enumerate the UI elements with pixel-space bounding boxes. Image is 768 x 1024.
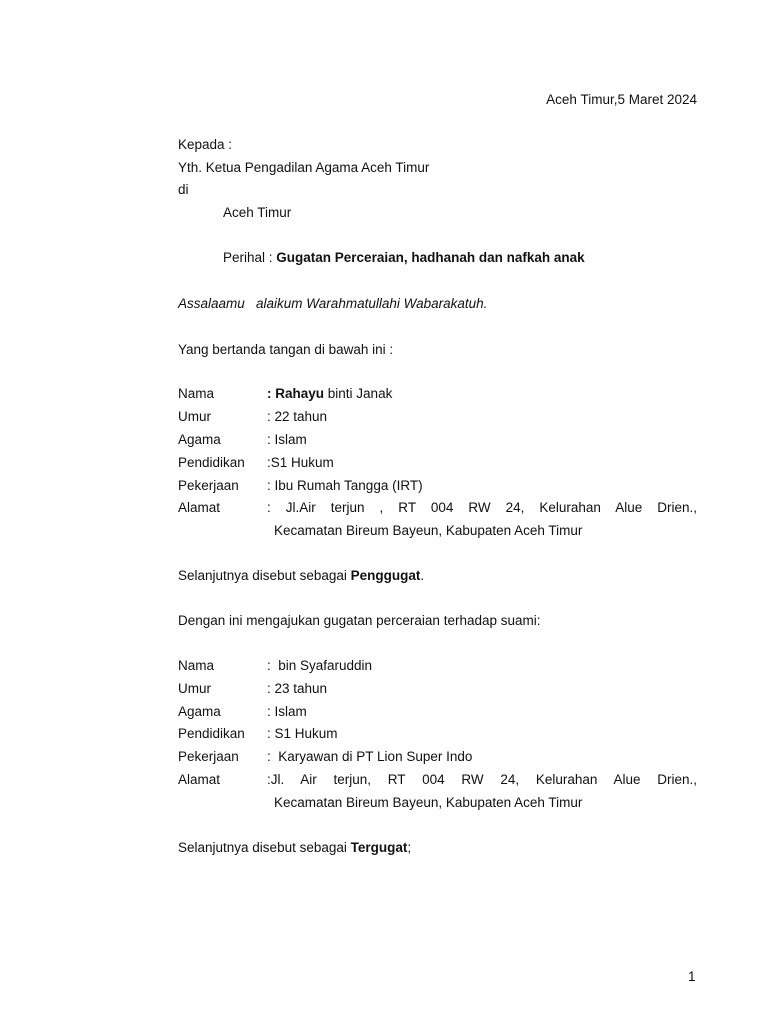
page-number: 1 xyxy=(688,969,696,984)
plaintiff-agama-value: : Islam xyxy=(267,432,307,447)
defendant-umur-label: Umur xyxy=(178,681,211,696)
defendant-alamat-line2: Kecamatan Bireum Bayeun, Kabupaten Aceh Timur xyxy=(274,795,583,810)
plaintiff-pekerjaan-label: Pekerjaan xyxy=(178,478,239,493)
against-line: Dengan ini mengajukan gugatan perceraian terhadap suami: xyxy=(178,613,541,628)
defendant-pendidikan-label: Pendidikan xyxy=(178,726,245,741)
intro-line: Yang bertanda tangan di bawah ini : xyxy=(178,342,394,357)
subject-text: Gugatan Perceraian, hadhanah dan nafkah anak xyxy=(276,250,585,265)
recipient-place: Aceh Timur xyxy=(223,205,292,220)
kepada-label: Kepada : xyxy=(178,137,233,152)
defendant-agama-value: : Islam xyxy=(267,704,307,719)
defendant-reference: Selanjutnya disebut sebagai Tergugat; xyxy=(178,840,412,855)
defendant-nama-value: : bin Syafaruddin xyxy=(267,658,373,673)
plaintiff-reference: Selanjutnya disebut sebagai Penggugat. xyxy=(178,568,425,583)
defendant-nama-label: Nama xyxy=(178,658,215,673)
plaintiff-nama-value: : Rahayu binti Janak xyxy=(267,386,393,401)
subject-line xyxy=(223,250,585,266)
subject-label: Perihal : xyxy=(223,250,277,265)
defendant-umur-value: : 23 tahun xyxy=(267,681,328,696)
plaintiff-pendidikan-value: :S1 Hukum xyxy=(267,455,334,470)
plaintiff-pendidikan-label: Pendidikan xyxy=(178,455,245,470)
recipient-name: Yth. Ketua Pengadilan Agama Aceh Timur xyxy=(178,160,430,175)
plaintiff-alamat-line1: : Jl.Air terjun , RT 004 RW 24, Kelurahan Alue Drien., xyxy=(267,500,697,515)
plaintiff-umur-value: : 22 tahun xyxy=(267,409,328,424)
defendant-pendidikan-value: : S1 Hukum xyxy=(267,726,338,741)
greeting: Assalaamu alaikum Warahmatullahi Wabarakatuh. xyxy=(178,296,488,311)
defendant-alamat-line1: :Jl. Air terjun, RT 004 RW 24, Kelurahan Alue Drien., xyxy=(267,772,697,787)
defendant-pekerjaan-label: Pekerjaan xyxy=(178,749,239,764)
plaintiff-alamat-label: Alamat xyxy=(178,500,221,515)
plaintiff-agama-label: Agama xyxy=(178,432,221,447)
plaintiff-umur-label: Umur xyxy=(178,409,211,424)
plaintiff-alamat-line2: Kecamatan Bireum Bayeun, Kabupaten Aceh Timur xyxy=(274,523,583,538)
recipient-di: di xyxy=(178,182,189,197)
plaintiff-pekerjaan-value: : Ibu Rumah Tangga (IRT) xyxy=(267,478,423,493)
defendant-alamat-label: Alamat xyxy=(178,772,221,787)
date-line: Aceh Timur,5 Maret 2024 xyxy=(546,92,697,107)
defendant-agama-label: Agama xyxy=(178,704,221,719)
plaintiff-nama-label: Nama xyxy=(178,386,215,401)
defendant-pekerjaan-value: : Karyawan di PT Lion Super Indo xyxy=(267,749,473,764)
